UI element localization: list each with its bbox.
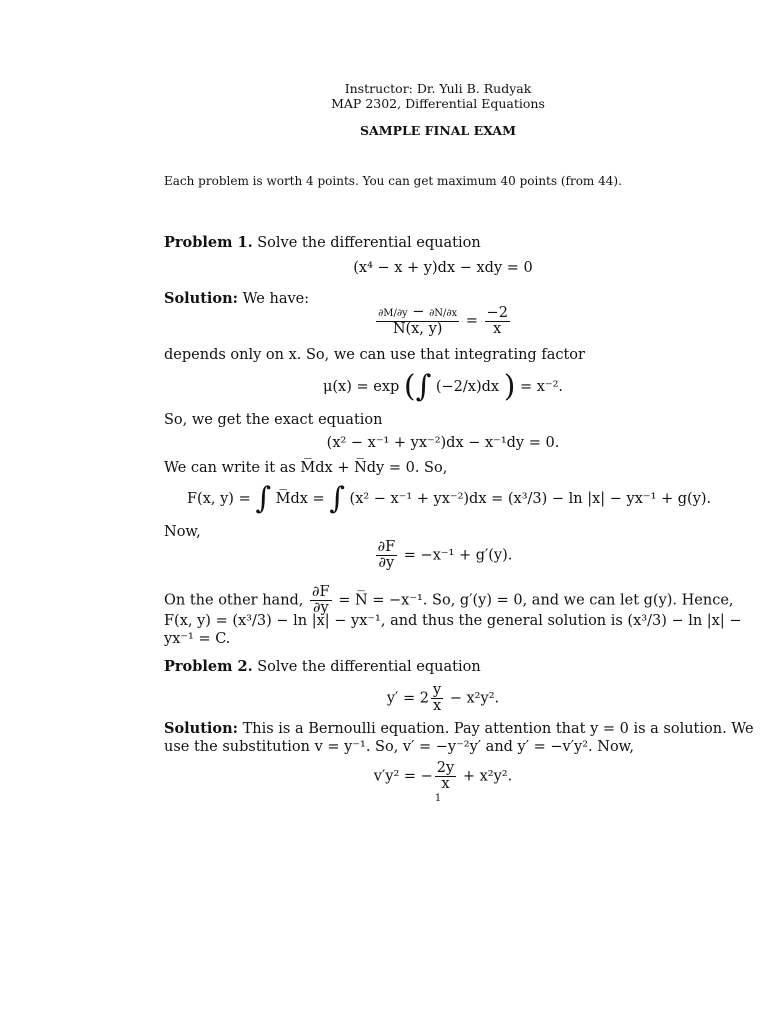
problem-1-text-4: Now, bbox=[164, 524, 201, 540]
test-denominator: N(x, y) bbox=[392, 321, 443, 337]
dN-dx: ∂N/∂x bbox=[429, 308, 458, 319]
problem-1-text-7: yx⁻¹ = C. bbox=[164, 631, 231, 647]
page-number: 1 bbox=[434, 793, 442, 804]
problem-1-text-1: depends only on x. So, we can use that integrating factor bbox=[164, 347, 585, 363]
partial-F-equation: $\frac{\partial F}{\partial y}$ = −x⁻¹ + g′(y). bbox=[377, 539, 513, 571]
dM-dy: ∂M/∂y bbox=[378, 308, 408, 319]
problem-2-solution-line-2: use the substitution v = y⁻¹. So, v′ = −y⁻²y′ and y′ = −v′y². Now, bbox=[164, 739, 634, 755]
potential-function-equation: F(x, y) = ∫ M̅dx = ∫ (x² − x⁻¹ + yx⁻²)dx = (x³/3) − ln |x| − yx⁻¹ + g(y). bbox=[187, 481, 712, 516]
problem-1-statement: Solve the differential equation bbox=[257, 235, 481, 251]
integrating-factor-equation: μ(x) = exp (∫ (−2/x)dx ) = x⁻². bbox=[322, 369, 564, 404]
instructor-line: Instructor: Dr. Yuli B. Rudyak bbox=[344, 81, 532, 96]
test-fraction: $\frac{\partial M/\partial y - \partial N/\partial x}{N(x, y)}$ bbox=[378, 304, 458, 337]
exact-equation: (x² − x⁻¹ + yx⁻²)dx − x⁻¹dy = 0. bbox=[326, 435, 560, 451]
problem-2-statement: Solve the differential equation bbox=[257, 659, 481, 675]
problem-2-solution-line-1: Solution: This is a Bernoulli equation. Pay attention that y = 0 is a solution. We bbox=[164, 720, 754, 737]
problem-1-label: Problem 1. bbox=[164, 234, 253, 251]
problem-1-text-3: We can write it as M̅dx + N̅dy = 0. So, bbox=[164, 460, 448, 476]
course-line: MAP 2302, Differential Equations bbox=[331, 96, 545, 111]
solution-1-start: We have: bbox=[242, 291, 310, 307]
solution-2-label: Solution: bbox=[164, 720, 238, 737]
problem-1-text-2: So, we get the exact equation bbox=[164, 412, 383, 428]
problem-1-text-6: F(x, y) = (x³/3) − ln |x| − yx⁻¹, and thus the general solution is (x³/3) − ln |x| − bbox=[164, 613, 742, 629]
bernoulli-equation: y′ = 2 $\frac{y}{x}$ − x²y². bbox=[386, 682, 500, 714]
test-result-fraction: $\frac{-2}{x}$ bbox=[486, 304, 508, 337]
exam-title: SAMPLE FINAL EXAM bbox=[360, 123, 516, 138]
problem-2-heading bbox=[164, 658, 481, 676]
problem-1-equation: (x⁴ − x + y)dx − xdy = 0 bbox=[353, 260, 533, 276]
problem-2-label: Problem 2. bbox=[164, 658, 253, 675]
solution-1-label: Solution: bbox=[164, 290, 238, 307]
problem-1-heading bbox=[164, 234, 481, 252]
substitution-equation: v′y² = − $\frac{2y}{x}$ + x²y². bbox=[373, 760, 513, 792]
integrating-factor-test: $\frac{\partial M/\partial y - \partial N/\partial x}{N(x, y)}$ = $\frac{-2}{x}$ bbox=[378, 304, 508, 337]
problem-1-text-5: On the other hand, $\frac{\partial F}{\partial y}$ = N̅ = −x⁻¹. So, g′(y) = 0, and we can let g(y). Hence, bbox=[164, 584, 734, 616]
intro-text: Each problem is worth 4 points. You can get maximum 40 points (from 44). bbox=[164, 174, 622, 188]
